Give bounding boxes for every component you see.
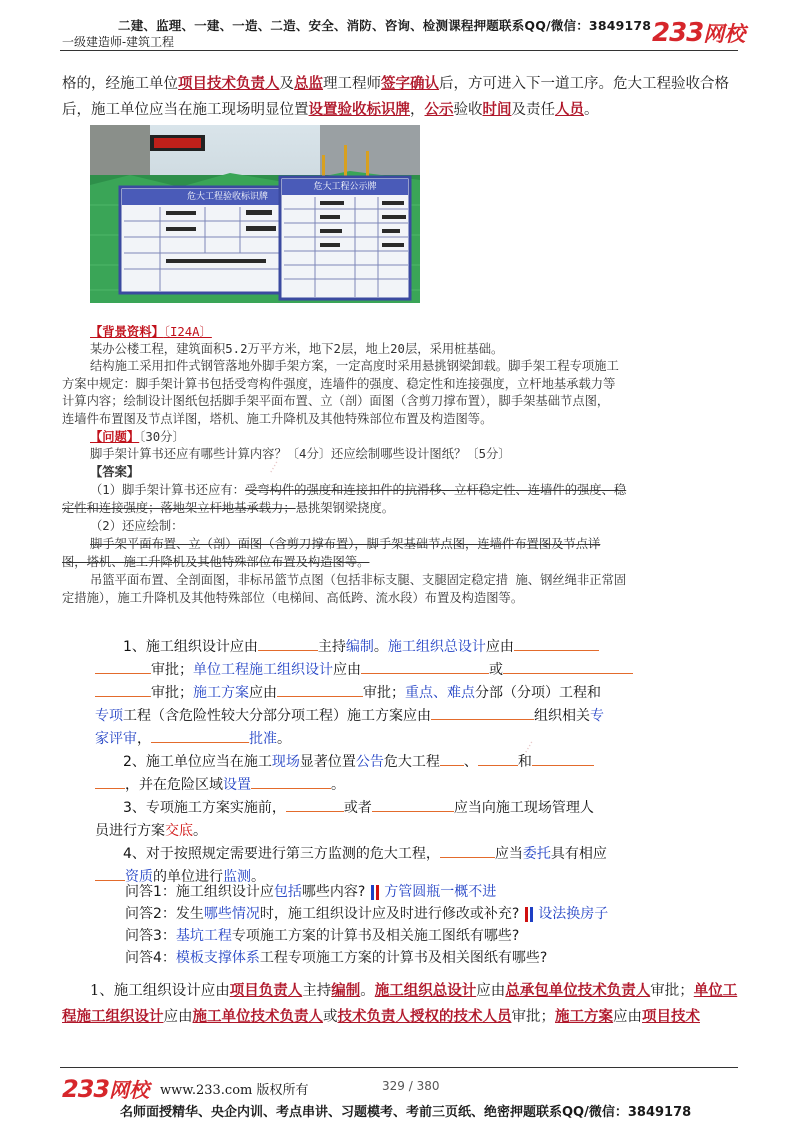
answer-heading: 【答案】 — [90, 465, 140, 479]
marker-icon — [371, 885, 374, 900]
footer-site: www.233.com 版权所有 — [160, 1083, 309, 1098]
watermark: ···· — [265, 457, 284, 477]
logo-number: 233 — [62, 1075, 110, 1103]
answer-2: （2）还应绘制： — [90, 519, 184, 533]
watermark: ···· — [520, 737, 539, 757]
fill-line-3: 审批；施工方案应由 审批；重点、难点分部（分项）工程和 — [95, 679, 640, 707]
header-logo — [652, 18, 745, 48]
footer-logo — [62, 1074, 149, 1103]
header-subject: 一级建造师-建筑工程 — [62, 35, 175, 49]
case-heading: 【背景资料】〔I24A〕 — [90, 325, 212, 339]
fill-line-1: 1、施工组织设计应由 主持编制。施工组织总设计应由 — [95, 633, 668, 661]
intro-paragraph: 格的，经施工单位项目技术负责人及总监理工程师签字确认后，方可进入下一道工序。危大工程验收合格后，施工单位应当在施工现场明显位置设置验收标识牌，公示验收时间及责任人员。 — [62, 75, 729, 118]
sign-left-title: 危大工程验收标识牌 — [186, 192, 268, 202]
case-line-1: 某办公楼工程，建筑面积5.2万平方米，地下2层，地上20层，采用桩基础。 — [90, 342, 504, 356]
header-rule — [60, 50, 738, 51]
footer-rule — [60, 1067, 738, 1068]
fill-line-6: 2、施工单位应当在施工现场显著位置公告危大工程 、 和 — [95, 748, 668, 776]
answer-1: （1）脚手架计算书还应有：受弯构件的强度和连接扣件的抗滑移、立杆稳定性、连墙件的强度、稳 — [90, 483, 627, 497]
qa-1: 问答1：施工组织设计应包括哪些内容? 方管圆瓶一概不进 — [125, 884, 497, 900]
case-line-5: 连墙件布置图及节点详图，塔机、施工升降机及其他特殊部位布置及构造图等。 — [62, 412, 493, 426]
marker-icon — [530, 907, 533, 922]
question-heading: 【问题】〔30分〕 — [90, 430, 185, 444]
qa-4: 问答4：模板支撑体系工程专项施工方案的计算书及相关图纸有哪些? — [125, 950, 548, 966]
answer-paragraph: 1、施工组织设计应由项目负责人主持编制。施工组织总设计应由总承包单位技术负责人审批；单位工程施工组织设计应由施工单位技术负责人或技术负责人授权的技术人员审批；施工方案应由项目技术 — [62, 982, 738, 1025]
fill-line-7: ，并在危险区域设置 。 — [95, 771, 640, 799]
sign-right-title: 危大工程公示牌 — [313, 182, 377, 192]
fill-line-4: 专项工程（含危险性较大分部分项工程）施工方案应由 组织相关专 — [95, 702, 640, 730]
fill-line-2: 审批；单位工程施工组织设计应由 或 — [95, 656, 640, 684]
answer-2-line-2: 定措施），施工升降机及其他特殊部位（电梯间、高低跨、流水段）布置及构造图等。 — [62, 591, 524, 605]
answer-1-cont: 定性和连接强度；落地架立杆地基承载力；悬挑架钢梁挠度。 — [62, 501, 395, 515]
fill-line-11: 资质的单位进行监测。 — [95, 863, 640, 891]
logo-text: 网校 — [109, 1078, 150, 1102]
page-number: 329 / 380 — [382, 1079, 440, 1093]
qa-3: 问答3：基坑工程专项施工方案的计算书及相关施工图纸有哪些? — [125, 928, 520, 944]
footer-contact-line: 名师面授精华、央企内训、考点串讲、习题模考、考前三页纸、绝密押题联系QQ/微信：3849178 — [120, 1105, 692, 1120]
fill-line-8: 3、专项施工方案实施前， 或者 应当向施工现场管理人 — [95, 794, 668, 822]
answer-2-strike-2: 图，塔机、施工升降机及其他特殊部位布置及构造图等。 — [62, 555, 370, 569]
logo-number: 233 — [652, 18, 704, 48]
question-line: 脚手架计算书还应有哪些计算内容？〔4分〕还应绘制哪些设计图纸？〔5分〕 — [90, 447, 511, 461]
case-line-3: 方案中规定：脚手架计算书包括受弯构件强度，连墙件的强度、稳定性和连接强度，立杆地基承载力等 — [62, 377, 616, 391]
header-contact-line: 二建、监理、一建、一造、二造、安全、消防、咨询、检测课程押题联系QQ/微信：3849178 — [118, 18, 652, 33]
answer-2-line-1: 吊篮平面布置、全剖面图，非标吊篮节点图（包括非标支腿、支腿固定稳定措 施、钢丝绳非正常固 — [90, 573, 627, 587]
fill-line-10: 4、对于按照规定需要进行第三方监测的危大工程， 应当委托具有相应 — [95, 840, 668, 868]
fill-line-9: 员进行方案交底。 — [95, 823, 207, 839]
case-line-2: 结构施工采用扣件式钢管落地外脚手架方案，一定高度时采用悬挑钢梁卸载。脚手架工程专项施工 — [90, 359, 619, 373]
answer-2-strike-1: 脚手架平面布置、立（剖）面图（含剪刀撑布置），脚手架基础节点图，连墙件布置图及节点详 — [90, 537, 601, 551]
fill-line-5: 家评审， 批准。 — [95, 725, 640, 753]
site-sign-photo — [90, 125, 420, 303]
case-line-4: 计算内容；绘制设计图纸包括脚手架平面布置、立（剖）面图（含剪刀撑布置），脚手架基础节点图， — [62, 394, 610, 408]
marker-icon — [525, 907, 528, 922]
marker-icon — [376, 885, 379, 900]
logo-text: 网校 — [703, 22, 746, 46]
qa-2: 问答2：发生哪些情况时，施工组织设计应及时进行修改或补充? 设法换房子 — [125, 906, 609, 922]
